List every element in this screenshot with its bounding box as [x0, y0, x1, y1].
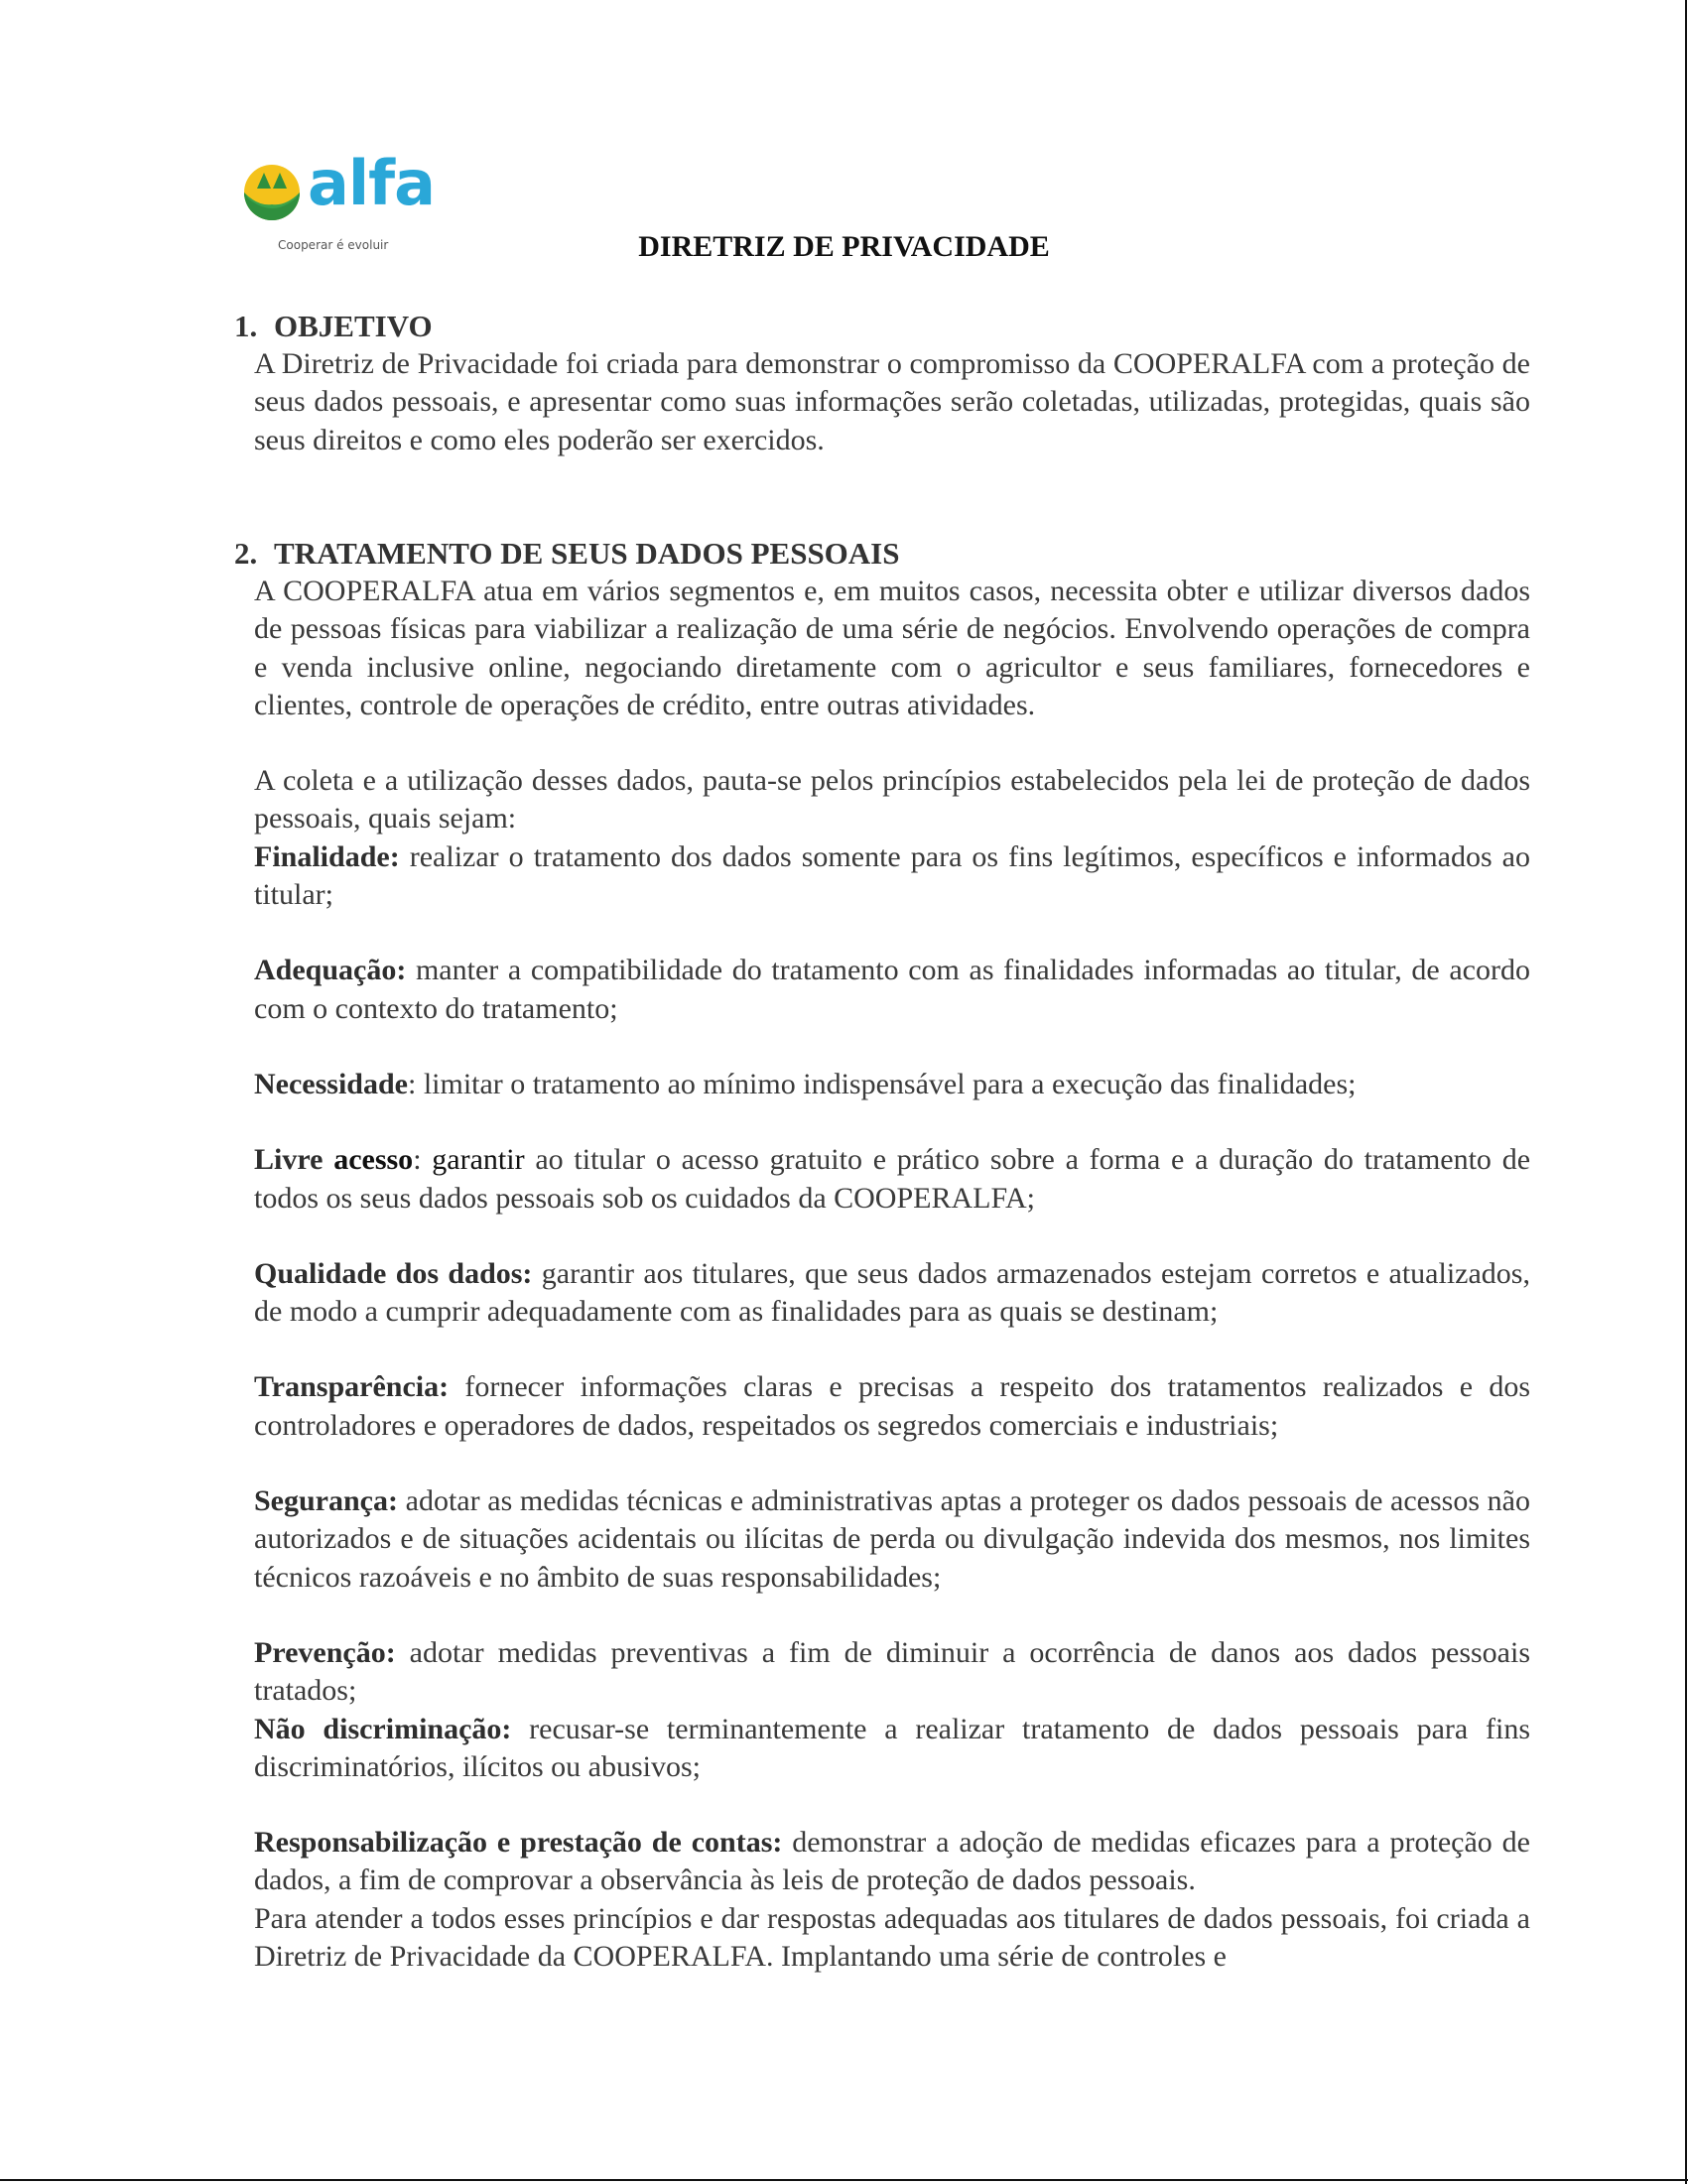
section-number: 2. [234, 536, 258, 571]
document-title: DIRETRIZ DE PRIVACIDADE [638, 230, 1050, 263]
page-edge-bottom [0, 2179, 1688, 2181]
principle-seguranca: Segurança: adotar as medidas técnicas e administrativas aptas a proteger os dados pessoais de acessos não autorizados e de situações acidentais ou ilícitas de perda ou divulgação indevida dos mesmos, nos limites técnicos razoáveis e no âmbito de suas responsabilidades; [254, 1484, 1530, 1594]
closing-paragraph: Para atender a todos esses princípios e dar respostas adequadas aos titulares de dados pessoais, foi criada a Diretriz de Privacidade da COOPERALFA. Implantando uma série de controles e [254, 1901, 1530, 1974]
section-number: 1. [234, 309, 258, 343]
principle-nao-discriminacao: Não discriminação: recusar-se terminantemente a realizar tratamento de dados pessoais para fins discriminatórios, ilícitos ou abusivos; [254, 1712, 1530, 1783]
section-heading [234, 308, 1530, 345]
principle-prevencao: Prevenção: adotar medidas preventivas a fim de diminuir a ocorrência de danos aos dados pessoais tratados; [254, 1635, 1530, 1708]
logo-wordmark: alfa [308, 147, 435, 219]
section-objetivo [234, 308, 1530, 459]
section-tratamento [234, 535, 1530, 1976]
principle-livre-acesso: Livre acesso: garantir ao titular o acesso gratuito e prático sobre a forma e a duração do tratamento de todos os seus dados pessoais sob os cuidados da COOPERALFA; [254, 1143, 1531, 1215]
section-title: OBJETIVO [274, 309, 433, 343]
page-edge-right [1685, 0, 1687, 2184]
principle-responsabilizacao: Responsabilização e prestação de contas: demonstrar a adoção de medidas eficazes para a proteção de dados, a fim de comprovar a observância às leis de proteção de dados pessoais. [254, 1826, 1530, 1897]
section-heading [234, 535, 1530, 573]
section-paragraph: A Diretriz de Privacidade foi criada para demonstrar o compromisso da COOPERALFA com a proteção de seus dados pessoais, e apresentar como suas informações serão coletadas, utilizadas, protegidas, quais são seus direitos e como eles poderão ser exercidos. [254, 347, 1530, 456]
section-title: TRATAMENTO DE SEUS DADOS PESSOAIS [274, 536, 900, 571]
principle-necessidade: Necessidade: limitar o tratamento ao mínimo indispensável para a execução das finalidades; [254, 1067, 1357, 1100]
alfa-logo-emblem-icon [242, 159, 302, 230]
logo-tagline: Cooperar é evoluir [278, 238, 389, 252]
principles-intro: A coleta e a utilização desses dados, pauta-se pelos princípios estabelecidos pela lei de proteção de dados pessoais, quais sejam: [254, 764, 1530, 835]
principle-qualidade: Qualidade dos dados: garantir aos titulares, que seus dados armazenados estejam corretos e atualizados, de modo a cumprir adequadamente com as finalidades para as quais se destinam; [254, 1256, 1530, 1329]
principle-adequacao: Adequação: manter a compatibilidade do tratamento com as finalidades informadas ao titular, de acordo com o contexto do tratamento; [254, 954, 1530, 1025]
section-paragraph: A COOPERALFA atua em vários segmentos e, em muitos casos, necessita obter e utilizar diversos dados de pessoas físicas para viabilizar a realização de uma série de negócios. Envolvendo operações de compra e venda inclusive online, negociando diretamente com o agricultor e seus familiares, fornecedores e clientes, controle de operações de crédito, entre outras atividades. [254, 575, 1530, 721]
principle-transparencia: Transparência: fornecer informações claras e precisas a respeito dos tratamentos realizados e dos controladores e operadores de dados, respeitados os segredos comerciais e industriais; [254, 1370, 1530, 1442]
principle-finalidade: Finalidade: realizar o tratamento dos dados somente para os fins legítimos, específicos e informados ao titular; [254, 839, 1530, 912]
